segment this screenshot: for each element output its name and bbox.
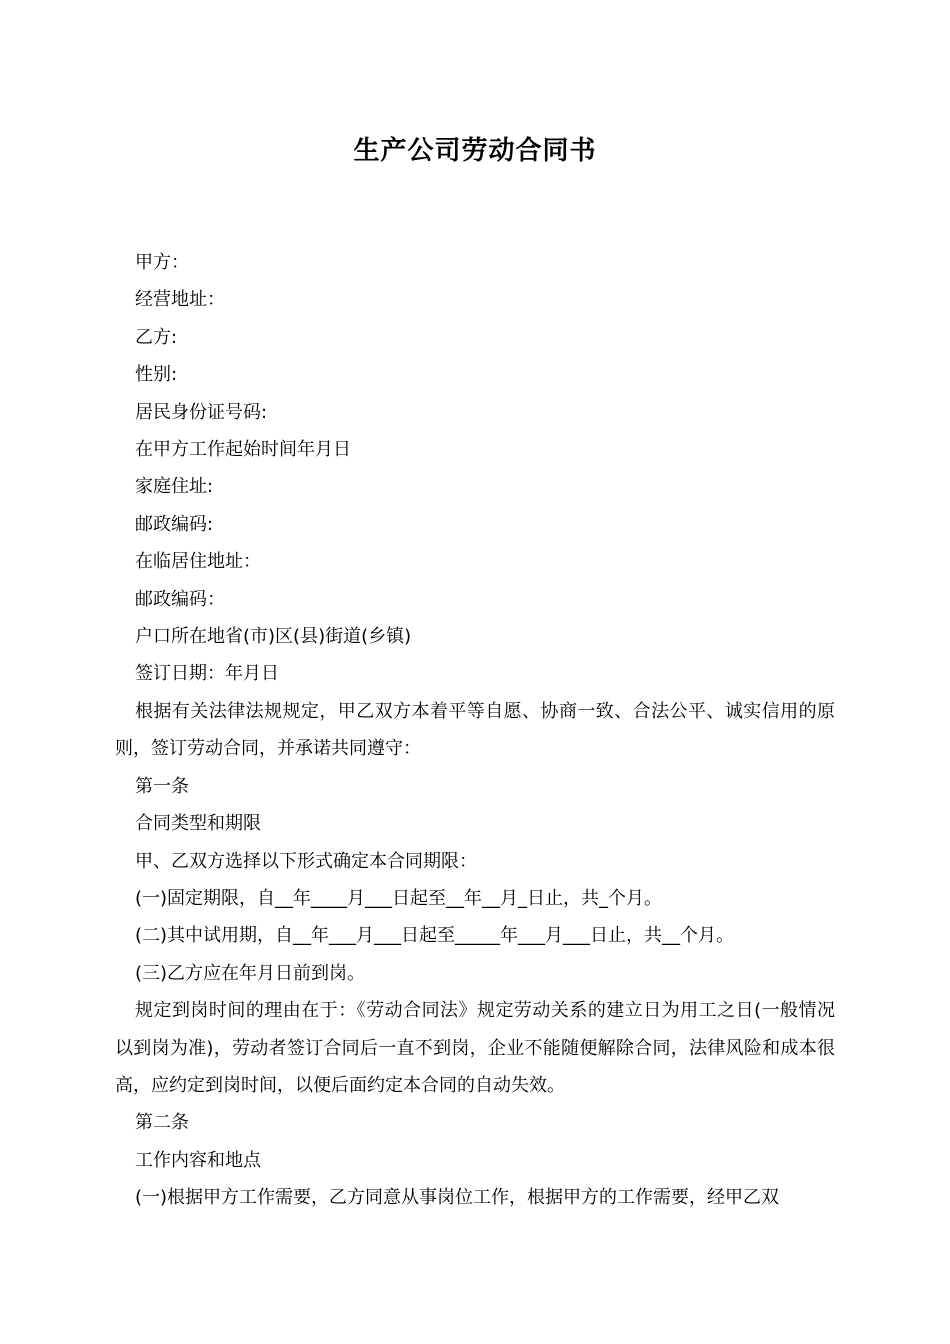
job-content-line: (一)根据甲方工作需要，乙方同意从事岗位工作，根据甲方的工作需要，经甲乙双: [135, 1187, 780, 1209]
article-1-title: 合同类型和期限: [135, 813, 261, 835]
party-b-line: 乙方:: [135, 326, 178, 348]
term-intro-line: 甲、乙双方选择以下形式确定本合同期限：: [135, 850, 477, 872]
temp-address-line: 在临居住地址：: [135, 551, 261, 573]
gender-line: 性别:: [135, 364, 178, 386]
report-reason-paragraph: 规定到岗时间的理由在于：《劳动合同法》规定劳动关系的建立日为用工之日(一般情况以到岗为准)，劳动者签订合同后一直不到岗，企业不能随便解除合同，法律风险和成本很高，应约定到岗时间，以便后面约定本合同的自动失效。: [115, 1000, 835, 1096]
start-date-line: 在甲方工作起始时间年月日: [135, 439, 351, 461]
article-1-heading: 第一条: [135, 775, 189, 797]
party-a-line: 甲方：: [135, 252, 189, 273]
business-address-line: 经营地址：: [135, 289, 225, 311]
postal-code-line: 邮政编码:: [135, 513, 214, 535]
article-2-title: 工作内容和地点: [135, 1149, 261, 1171]
document-body: [115, 244, 835, 1217]
probation-line: (二)其中试用期，自__年___月___日起至_____年___月___日止，共__个月。: [135, 925, 735, 947]
article-2-heading: 第二条: [135, 1112, 189, 1134]
home-address-line: 家庭住址:: [135, 476, 214, 498]
document-title: 生产公司劳动合同书: [353, 136, 597, 166]
report-date-line: (三)乙方应在年月日前到岗。: [135, 962, 366, 984]
signing-date-line: 签订日期：年月日: [135, 663, 279, 685]
preamble-paragraph: 根据有关法律法规规定，甲乙双方本着平等自愿、协商一致、合法公平、诚实信用的原则，签订劳动合同，并承诺共同遵守：: [115, 700, 835, 760]
postal-code-line-2: 邮政编码：: [135, 588, 225, 610]
id-number-line: 居民身份证号码:: [135, 401, 268, 423]
household-registration-line: 户口所在地省(市)区(县)街道(乡镇): [135, 626, 412, 648]
fixed-term-line: (一)固定期限，自__年____月___日起至__年__月_日止，共_个月。: [135, 887, 663, 909]
